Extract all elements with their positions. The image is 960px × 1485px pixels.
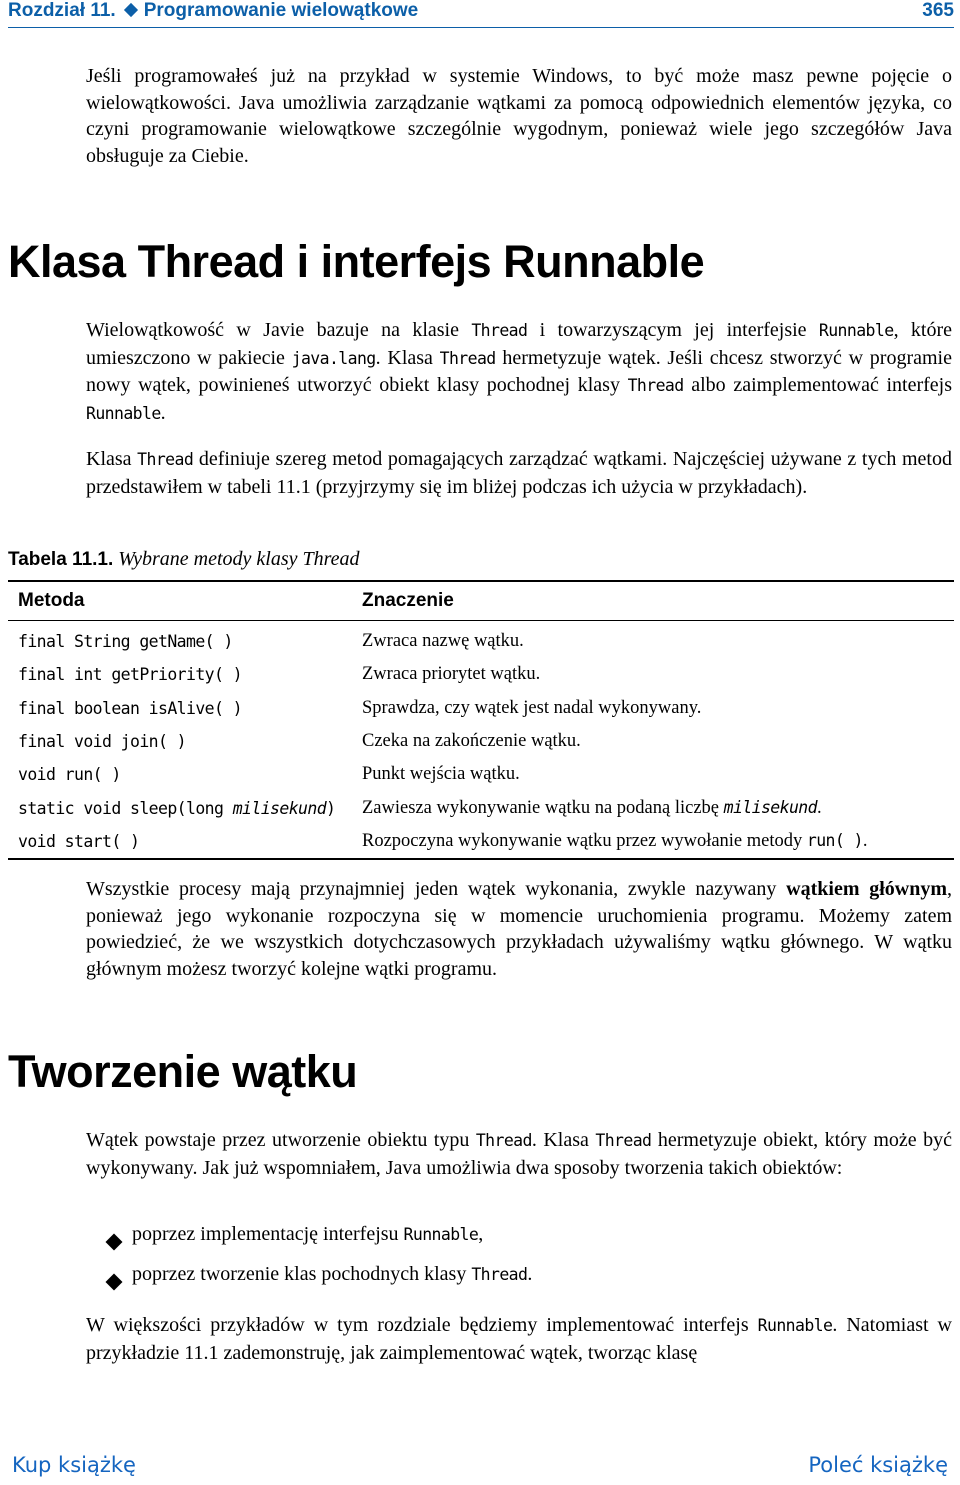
method-cell: void run( ) <box>18 765 121 785</box>
code-thread: Thread <box>627 376 684 395</box>
table-row <box>8 825 954 859</box>
running-head <box>8 0 954 22</box>
code-thread: Thread <box>471 321 528 340</box>
code-java-lang: java.lang <box>291 348 376 368</box>
method-cell: void start( ) <box>8 825 352 859</box>
section-heading-thread-runnable: Klasa Thread i interfejs Runnable <box>8 236 705 287</box>
method-cell: static void sleep(long milisekund) <box>18 798 336 818</box>
chapter-label: Rozdział 11. <box>8 0 116 21</box>
table-header-row <box>8 581 954 621</box>
main-thread-paragraph: Wszystkie procesy mają przynajmniej jeden wątek wykonania, zwykle nazywany wątkiem głównym, ponieważ jego wykonanie rozpoczyna się w momencie uruchomienia programu. Możemy zatem powiedzieć, że we wszystkich dotychczasowych przykładach używaliśmy wątku głównego. W wątku głównym możesz tworzyć kolejne wątki programu. <box>86 878 952 980</box>
recommend-book-link[interactable]: Poleć książkę <box>808 1453 948 1477</box>
list-item-text: poprzez tworzenie klas pochodnych klasy Thread. <box>132 1263 533 1285</box>
method-cell: final int getPriority( ) <box>18 665 243 685</box>
section1-paragraph-1: Wielowątkowość w Javie bazuje na klasie Thread i towarzyszącym jej interfejsie Runnable, które umieszczono w pakiecie java.lang. Klasa Thread hermetyzuje wątek. Jeśli chcesz stworzyć w programie nowy wątek, powinieneś utworzyć obiekt klasy pochodnej klasy Thread albo zaimplementować interfejs Runnable. <box>86 319 952 424</box>
code-runnable: Runnable <box>86 403 161 423</box>
description-cell: Zawiesza wykonywanie wątku na podaną liczbę milisekund. <box>362 797 822 818</box>
description-cell: Rozpoczyna wykonywanie wątku przez wywołanie metody run( ). <box>352 825 954 859</box>
code-thread: Thread <box>595 1131 652 1150</box>
code-thread: Thread <box>137 450 194 469</box>
code-runnable: Runnable <box>757 1316 833 1335</box>
column-header-method: Metoda <box>8 581 352 621</box>
code-runnable: Runnable <box>403 1225 479 1244</box>
param-milisekund: milisekund <box>723 797 817 817</box>
running-head-left <box>8 0 418 22</box>
table-row <box>8 621 954 659</box>
method-cell: final String getName( ) <box>18 632 233 652</box>
section2-paragraph-1: Wątek powstaje przez utworzenie obiektu typu Thread. Klasa Thread hermetyzuje obiekt, który może być wykonywany. Jak już wspomniałem, Java umożliwia dwa sposoby tworzenia takich obiektów: <box>86 1129 952 1179</box>
table-caption-text: Wybrane metody klasy Thread <box>118 548 360 570</box>
diamond-bullet-icon <box>108 1231 120 1254</box>
section-heading-creating-thread: Tworzenie wątku <box>8 1046 358 1097</box>
section1-paragraph-2: Klasa Thread definiuje szereg metod pomagających zarządzać wątkami. Najczęściej używane z tych metod przedstawiłem w tabeli 11.1 (przyjrzymy się im bliżej podczas ich użycia w przykładach). <box>86 448 952 498</box>
code-thread: Thread <box>471 1265 528 1284</box>
table-row <box>8 658 954 691</box>
table-row <box>8 725 954 758</box>
param-milisekund: milisekund <box>232 798 327 818</box>
table-row <box>8 758 954 791</box>
description-cell: Czeka na zakończenie wątku. <box>362 731 581 752</box>
code-runnable: Runnable <box>818 321 894 340</box>
chapter-title: Programowanie wielowątkowe <box>143 0 419 21</box>
description-cell: Zwraca priorytet wątku. <box>362 664 541 685</box>
table-row <box>8 791 954 824</box>
description-cell: Zwraca nazwę wątku. <box>362 631 524 652</box>
header-rule <box>8 27 954 28</box>
column-header-meaning: Znaczenie <box>352 581 954 621</box>
table-caption <box>8 548 360 571</box>
page-number: 365 <box>922 0 954 21</box>
description-cell: Sprawdza, czy wątek jest nadal wykonywany. <box>362 697 702 718</box>
code-thread: Thread <box>475 1131 532 1150</box>
method-cell: final boolean isAlive( ) <box>18 698 243 718</box>
diamond-bullet-icon <box>108 1271 120 1294</box>
method-cell: final void join( ) <box>18 732 187 752</box>
table-row <box>8 692 954 725</box>
methods-table <box>8 580 954 860</box>
buy-book-link[interactable]: Kup książkę <box>12 1453 136 1477</box>
table-caption-label: Tabela 11.1. <box>8 549 114 570</box>
code-thread: Thread <box>439 348 496 368</box>
intro-paragraph: Jeśli programowałeś już na przykład w systemie Windows, to być może masz pewne pojęcie o wielowątkowości. Java umożliwia zarządzanie wątkami za pomocą odpowiednich elementów języka, co czyni programowanie wielowątkowe szczególnie wygodnym, ponieważ wiele jego szczegółów Java obsługuje za Ciebie. <box>86 65 952 167</box>
section2-paragraph-2: W większości przykładów w tym rozdziale będziemy implementować interfejs Runnable. Natomiast w przykładzie 11.1 zademonstruję, jak zaimplementować wątek, tworząc klasę <box>86 1314 953 1364</box>
code-run: run( ) <box>806 830 863 850</box>
diamond-separator-icon <box>124 3 138 17</box>
list-item-text: poprzez implementację interfejsu Runnable, <box>132 1223 484 1245</box>
description-cell: Punkt wejścia wątku. <box>362 764 520 785</box>
term-main-thread: wątkiem głównym <box>786 878 947 900</box>
